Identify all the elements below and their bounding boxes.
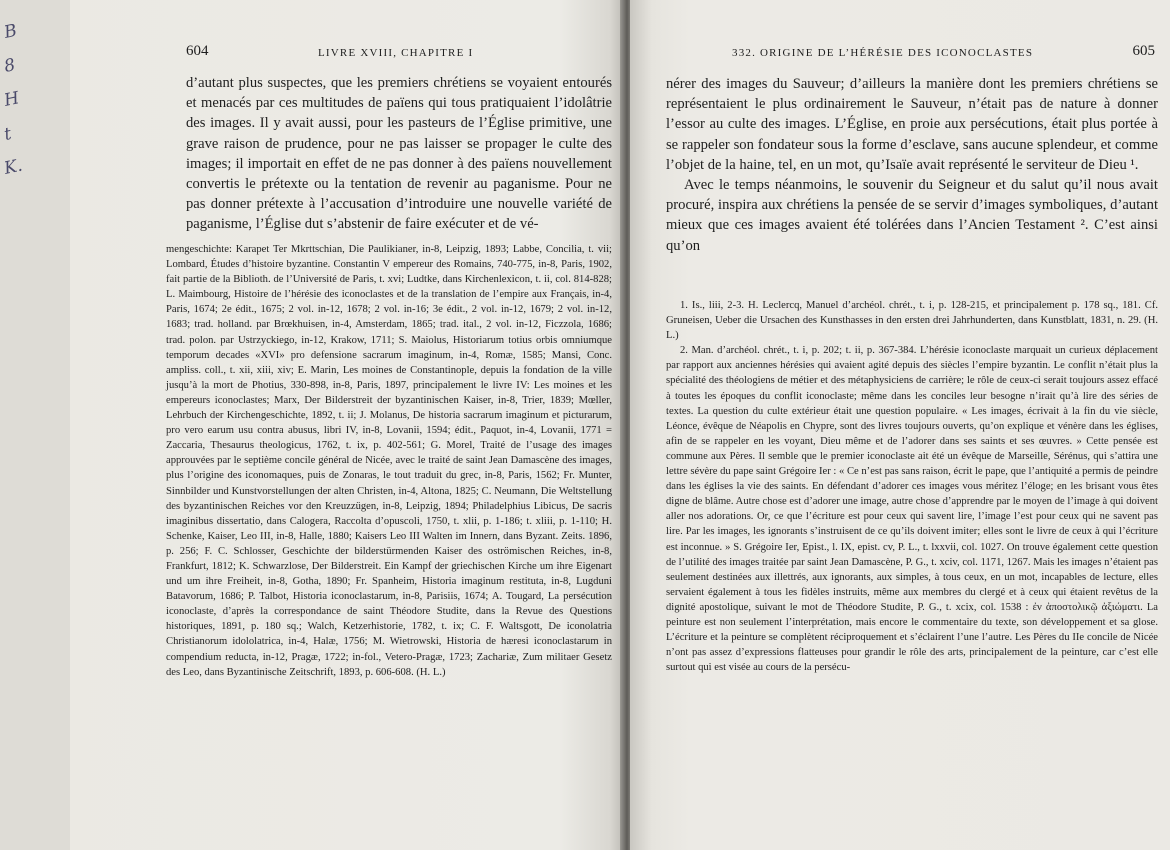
margin-note: 8	[2, 55, 18, 77]
left-footnotes	[166, 242, 612, 680]
margin-note: t	[2, 123, 14, 145]
footnote-1: 1. Is., liii, 2-3. H. Leclercq, Manuel d’archéol. chrét., t. i, p. 128-215, et principalement p. 178 sq., 181. Cf. Gruneisen, Ueber die Ursachen des Kunsthasses in den ersten drei Jahrhunderten, dans Kunstblatt, 1831, n. 29. (H. L.)	[666, 300, 1158, 342]
right-page	[630, 0, 1170, 850]
left-running-head	[186, 43, 610, 66]
right-running-title: 332. ORIGINE DE L’HÉRÉSIE DES ICONOCLASTES	[732, 47, 1034, 59]
right-body-paragraph: nérer des images du Sauveur; d’ailleurs la manière dont les premiers chrétiens se représentaient le plus ordinairement le Sauveur, n’était pas de nature à donner l’essor au culte des images. L’Église, en proie aux persécutions, était plus portée à se rappeler son fondateur sous la forme d’esclave, sans aucune splendeur, et comme l’objet de la haine, tel, en un mot, qu’Isaïe avait représenté le serviteur de Dieu ¹.	[666, 76, 1158, 173]
footnote-2: 2. Man. d’archéol. chrét., t. i, p. 202; t. ii, p. 367-384. L’hérésie iconoclaste marquait un curieux déplacement par rapport aux anciennes hérésies qui avaient agité depuis des siècles l’empire byzantin. Le conflit n’était plus la spécialité des théologiens de métier et des métaphysiciens de carrière; le rôle de ceux-ci serait toujours assez effacé à toutes les époques du conflit iconoclaste; même dans les conciles leur besogne n’irait qu’à lire des séries de textes. La question du culte extérieur était une question populaire. « Les images, écrivait à la fin du vie siècle, Léonce, évêque de Néapolis en Chypre, sont des livres toujours ouverts, qu’on explique et vénère dans les églises, afin de se rappeler en les voyant, Dieu même et de l’adorer dans ses saints et ses œuvres. » Cette pensée est commune aux Pères. Il semble que le premier iconoclaste ait été un évêque de Marseille, Sérénus, qui s’attira une lettre sévère du pape saint Grégoire Ier : « Ce n’est pas sans raison, écrit le pape, que l’antiquité a permis de peindre dans les églises la vie des saints. En défendant d’adorer ces images vous méritez l’éloge; en les brisant vous êtes digne de blâme. Autre chose est d’adorer une image, autre chose d’apprendre par le moyen de l’image à qui doivent aller nos adorations. Or, ce que l’écriture est pour ceux qui savent lire, l’image l’est pour ceux qui ne savent pas lire. Par les images, les ignorants s’instruisent de ce qu’ils doivent imiter; elles sont le livre de ceux à qui l’écriture est inconnue. » S. Grégoire Ier, Epist., l. IX, epist. cv, P. L., t. lxxvii, col. 1027. On trouve également cette question de l’utilité des images traitée par saint Jean Damascène, P. G., t. xciv, col. 1171, 1267. Mais les images n’étaient pas seulement destinées aux illettrés, aux ignorants, aux simples, à tous ceux, en un mot, incapables de lecture, elles servaient également à tous les fidèles instruits, même aux membres du clergé et à ceux qui étaient revêtus de la dignité apostolique, suivant le mot de Théodore Studite, P. G., t. xcix, col. 1538 : ἐν ἀποστολικῷ ἀξιώματι. La peinture est non seulement l’interprétation, mais encore le commentaire du texte, son développement et sa glose. L’écriture et la peinture se complètent réciproquement et s’éclairent l’une l’autre. Les Pères du IIe concile de Nicée n’ont pas assez d’expressions flatteuses pour grandir le rôle des arts, principalement de la peinture, car c’est elle surtout qui est visée au cours de la persécu-	[666, 345, 1158, 674]
left-body-text	[186, 73, 612, 235]
left-running-title: LIVRE XVIII, CHAPITRE I	[318, 47, 474, 59]
right-page-number: 605	[1132, 43, 1155, 59]
handwritten-margin-notes	[4, 12, 44, 182]
margin-note: H	[2, 88, 22, 111]
left-page-number: 604	[186, 43, 209, 59]
margin-note: K.	[2, 155, 25, 179]
right-body-text	[666, 74, 1158, 256]
left-body-paragraph: d’autant plus suspectes, que les premiers chrétiens se voyaient entourés et menacés par ces multitudes de païens qui tous pratiquaient l’idolâtrie des images. Il y avait aussi, pour les pasteurs de l’Église primitive, une grave raison de prudence, pour ne pas laisser se propager le culte des images; il importait en effet de ne pas donner à des païens nouvellement convertis le prétexte ou la tentation de revenir au paganisme. Pour ne pas donner prétexte à l’accusation d’introduire une nouvelle variété de paganisme, l’Église dut s’abstenir de faire exécuter et de vé-	[186, 75, 612, 233]
margin-note: B	[2, 20, 19, 43]
right-body-paragraph: Avec le temps néanmoins, le souvenir du Seigneur et du salut qu’il nous avait procuré, inspira aux chrétiens la pensée de se servir d’images symboliques, d’autant mieux que ces images avaient été tolérées dans l’Ancien Testament ². C’est ainsi qu’on	[666, 177, 1158, 254]
right-running-head	[700, 43, 1155, 66]
left-margin-strip	[0, 0, 70, 850]
right-footnotes	[666, 298, 1158, 675]
left-footnote-text: mengeschichte: Karapet Ter Mkrttschian, Die Paulikianer, in-8, Leipzig, 1893; Labbe, Concilia, t. vii; Lombard, Études d’histoire byzantine. Constantin V empereur des Romains, 740-775, in-8, Paris, 1902, fait partie de la Biblioth. de l’Université de Paris, t. xvi; Ludtke, dans Kirchenlexicon, t. ii, col. 814-828; L. Maimbourg, Histoire de l’hérésie des iconoclastes et de la translation de l’empire aux Français, in-4, Paris, 1674; 2e édit., 1675; 2 vol. in-12, 1678; 2 vol. in-16; 3e édit., 2 vol. in-12, 1679; 2 vol. in-12, 1683; trad. holland. par Brœkhuisen, in-4, Amsterdam, 1865; trad. ital., 2 vol. in-12, Ficzzola, 1686; trad. polon. par Ustrzyckiego, in-12, Krakow, 1711; S. Maiolus, Historiarum totius orbis omniumque temporum decades «XVI» pro defensione sacrarum imaginum, in-4, Romæ, 1585; Mansi, Conc. ampliss. coll., t. xii, xiii, xiv; E. Marin, Les moines de Constantinople, depuis la fondation de la ville jusqu’à la mort de Photius, 330-898, in-8, Paris, 1897, principalement le livre IV: Les moines et les empereurs iconoclastes; Marx, Der Bilderstreit der byzantinischen Kaiser, in-8, Trier, 1839; Mœller, Lehrbuch der Kirchengeschichte, 1892, t. ii; J. Molanus, De historia sacrarum imaginum et picturarum, pro vero earum usu contra abusus, libri IV, in-8, Lovanii, 1594; édit., Paquot, in-4, Lovanii, 1771 = Zaccaria, Thesaurus theologicus, 1762, t. ix, p. 402-561; G. Morel, Traité de l’usage des images approuvées par le septième concile général de Nicée, avec le traité de saint Jean Damascène des images, plus l’origine des iconomaques, puis de Zonaras, le tout traduit du grec, in-8, Paris, 1562; Fr. Munter, Sinnbilder und Kunstvorstellungen der alten Christen, in-4, Altona, 1825; C. Neumann, Die Weltstellung des byzantinischen Reiches vor den Kreuzzügen, in-8, Leipzig, 1894; Philadelphius Libicus, De sacris imaginibus dissertatio, dans Calogera, Raccolta d’opuscoli, 1750, t. xlii, p. 1-186; t. xliii, p. 1-110; H. Schenke, Kaiser, Leo III, in-8, Halle, 1880; Kaisers Leo III Walten im Innern, dans Byzant. Zeits. 1896, p. 256; F. C. Schlosser, Geschichte der bilderstürmenden Kaiser des oströmischen Reiches, in-8, Frankfurt, 1812; K. Schwarzlose, Der Bilderstreit. Ein Kampf der griechischen Kirche um ihre Eigenart und um ihre Freiheit, in-8, Gotha, 1890; Fr. Spanheim, Historia imaginum restituta, in-8, Lugduni Batavorum, 1686; P. Talbot, Historia iconoclastarum, in-8, Parisiis, 1674; A. Tougard, La persécution iconoclaste, d’après la correspondance de saint Théodore Studite, dans la Revue des Questions historiques, 1891, p. 180 sq.; Walch, Ketzerhistorie, 1782, t. ix; C. F. Waltsgott, De iconolatria Christianorum idololatrica, in-4, Halæ, 1756; M. Wietrowski, Historia de hæresi iconoclastarum in compendium reducta, in-12, Pragæ, 1722; in-fol., Vetero-Pragæ, 1723; Zachariæ, Zum militaer Gesetz des Leo, dans Byzantinische Zeitschrift, 1893, p. 606-608. (H. L.)	[166, 244, 612, 678]
